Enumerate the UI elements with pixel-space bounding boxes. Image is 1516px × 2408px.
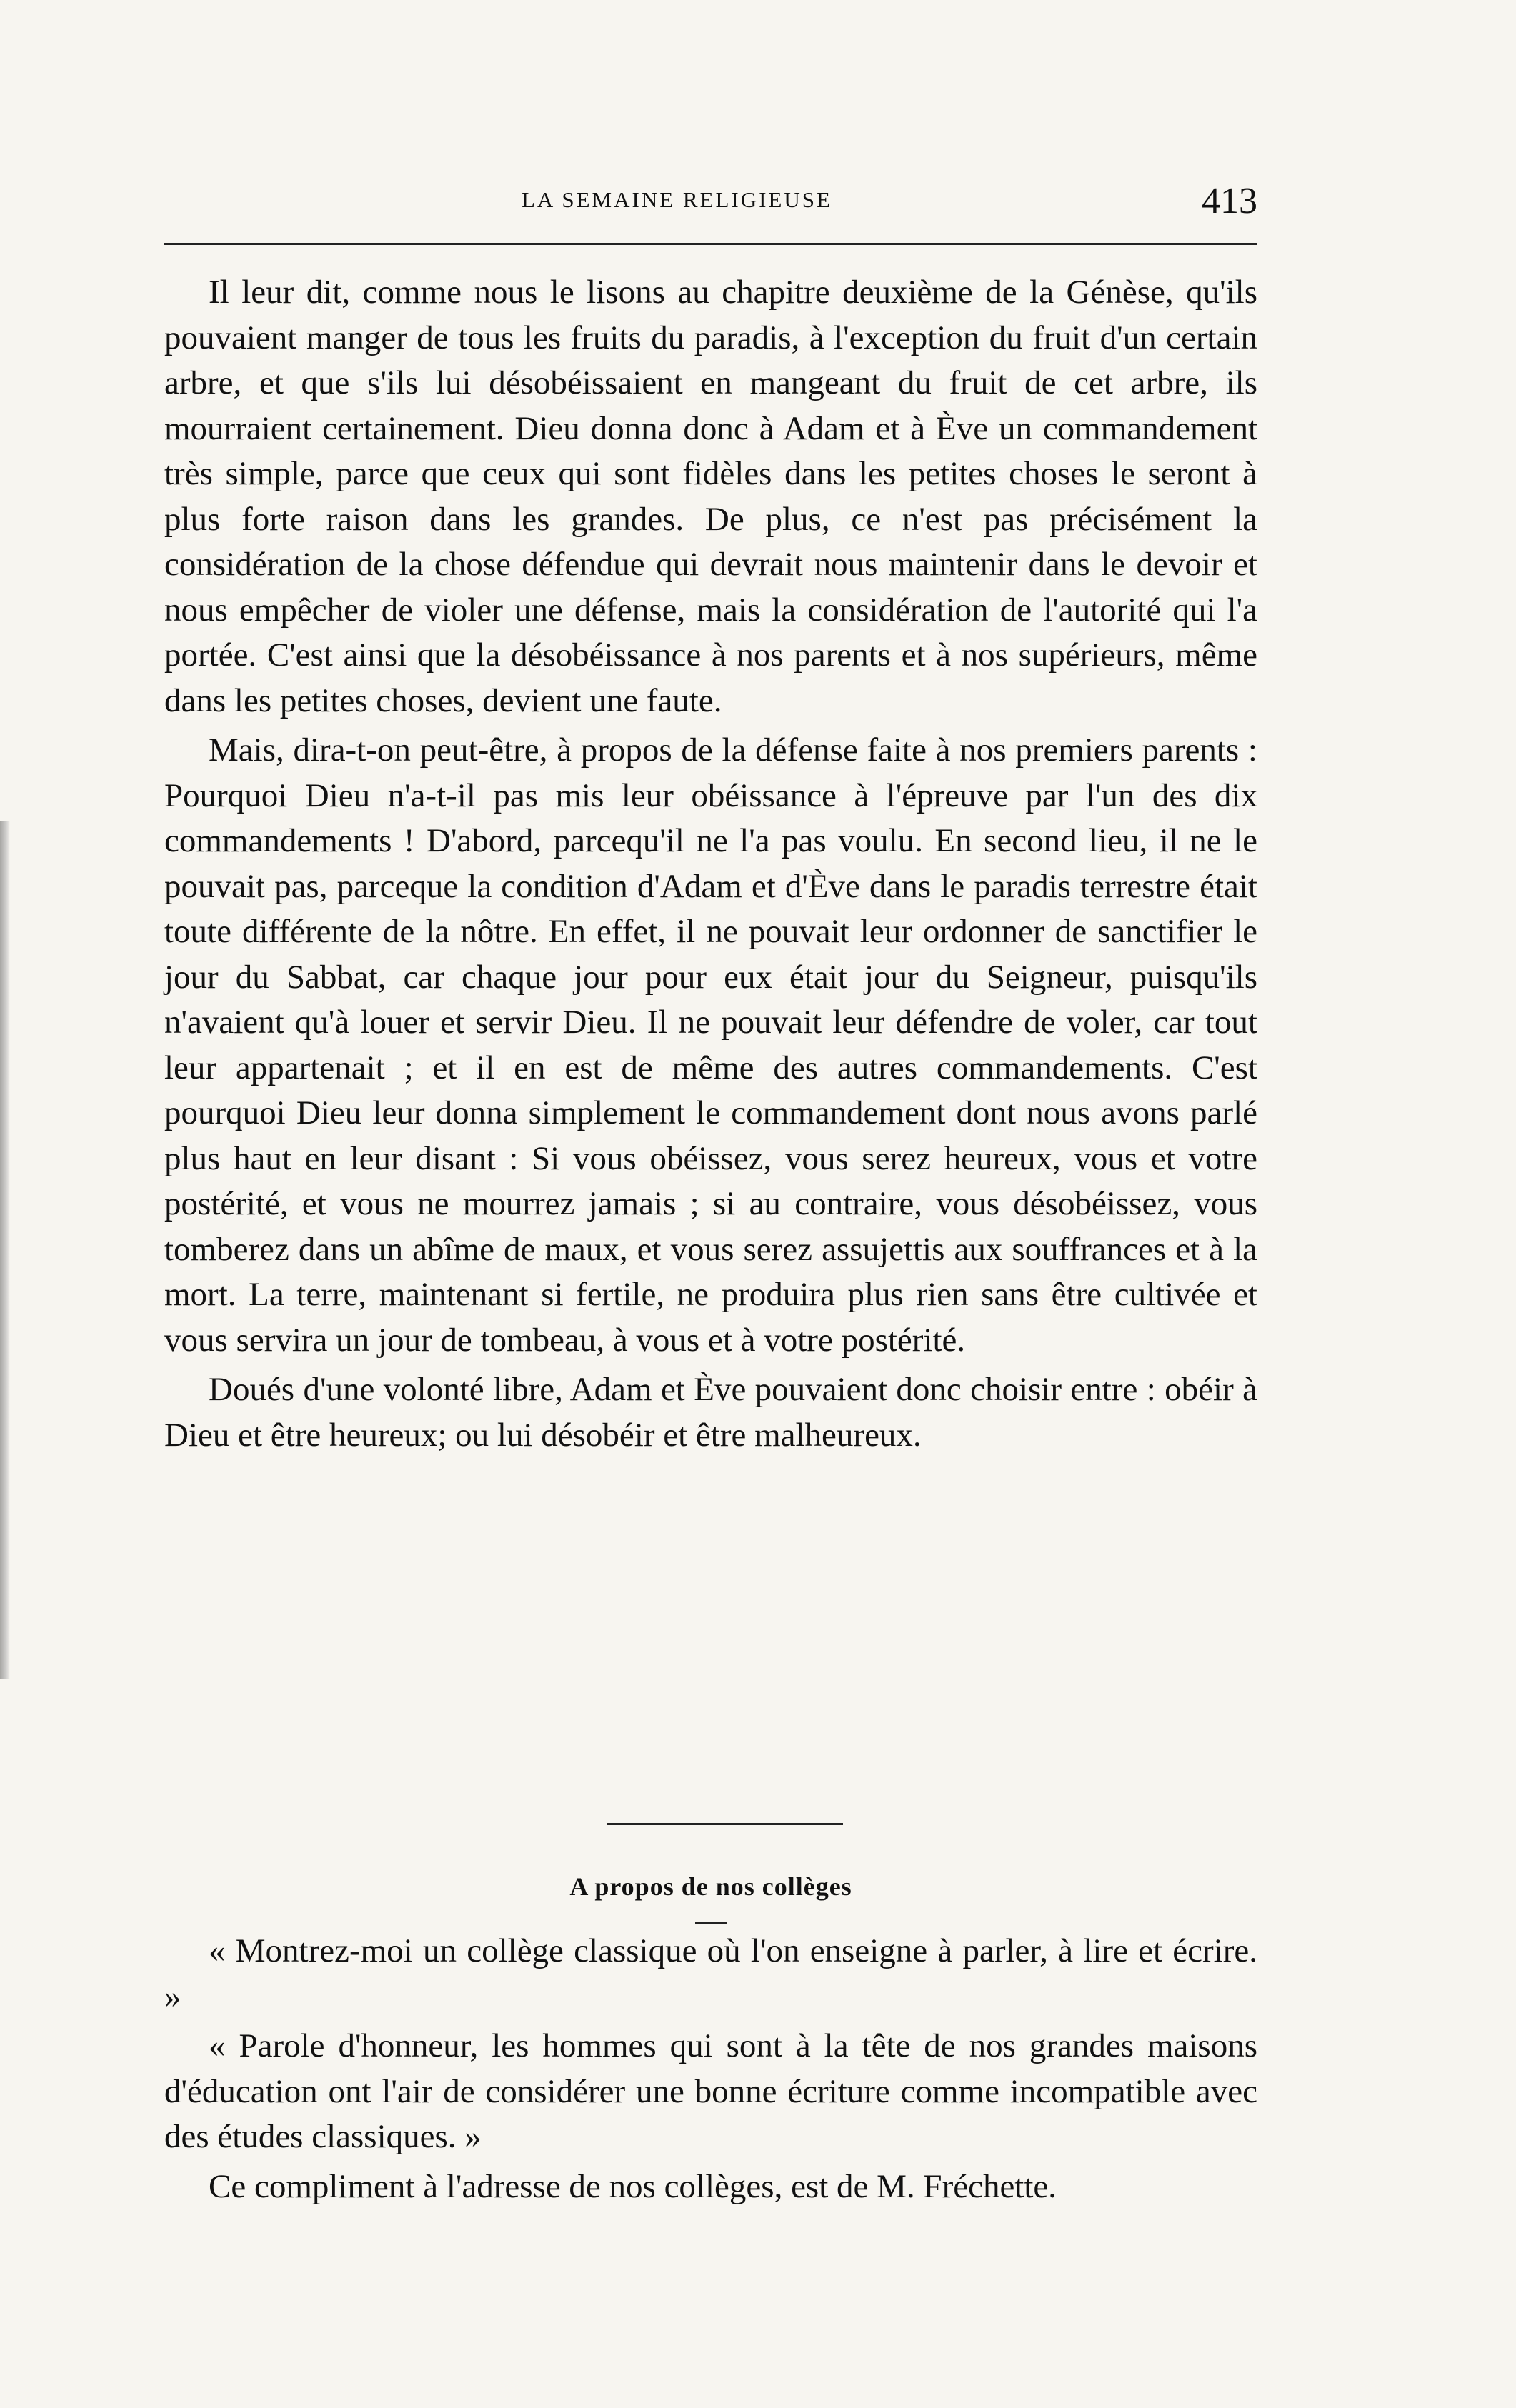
quote-paragraph: « Montrez-moi un collège classique où l'on enseigne à parler, à lire et écrire. » — [164, 1932, 1257, 2015]
heading-dash — [695, 1922, 727, 1924]
paragraph: Mais, dira-t-on peut-être, à propos de la défense faite à nos premiers parents : Pourquoi Dieu n'a-t-il pas mis leur obéissance à l'épreuve par l'un des dix commandements ! D'abord, parcequ'il ne l'a pas voulu. En second lieu, il ne le pouvait pas, parceque la condition d'Adam et d'Ève dans le paradis terrestre était toute différente de la nôtre. En effet, il ne pouvait leur ordonner de sanctifier le jour du Sabbat, car chaque jour pour eux était jour du Seigneur, puisqu'ils n'avaient qu'à louer et servir Dieu. Il ne pouvait leur défendre de voler, car tout leur appartenait ; et il en est de même des autres commandements. C'est pourquoi Dieu leur donna simplement le commandement dont nous avons parlé plus haut en leur disant : Si vous obéissez, vous serez heureux, vous et votre postérité, et vous ne mourrez jamais ; si au contraire, vous désobéissez, vous tomberez dans un abîme de maux, et vous serez assujettis aux souffrances et à la mort. La terre, maintenant si fertile, ne produira plus rien sans être cultivée et vous servira un jour de tombeau, à vous et à votre postérité. — [164, 731, 1257, 1359]
book-page — [164, 0, 1257, 2408]
quote-paragraph: « Parole d'honneur, les hommes qui sont à la tête de nos grandes maisons d'éducation ont l'air de considérer une bonne écriture comme incompatible avec des études classiques. » — [164, 2027, 1257, 2155]
paragraph: Il leur dit, comme nous le lisons au chapitre deuxième de la Génèse, qu'ils pouvaient manger de tous les fruits du paradis, à l'exception du fruit d'un certain arbre, et que s'ils lui désobéissaient en mangeant du fruit de cet arbre, ils mourraient certainement. Dieu donna donc à Adam et à Ève un commandement très simple, parce que ceux qui sont fidèles dans les petites choses le seront à plus forte raison dans les grandes. De plus, ce n'est pas précisément la considération de la chose défendue qui devrait nous maintenir dans le devoir et nous empêcher de violer une défense, mais la considération de l'autorité qui l'a portée. C'est ainsi que la désobéissance à nos parents et à nos supérieurs, même dans les petites choses, devient une faute. — [164, 274, 1257, 719]
section-heading: A propos de nos collèges — [569, 1872, 852, 1901]
running-title: LA SEMAINE RELIGIEUSE — [522, 187, 832, 212]
section-divider — [607, 1823, 843, 1825]
quote-paragraph: Ce compliment à l'adresse de nos collèges, est de M. Fréchette. — [209, 2167, 1057, 2205]
scan-margin-shadow — [0, 821, 10, 1679]
paragraph: Doués d'une volonté libre, Adam et Ève pouvaient donc choisir entre : obéir à Dieu et être heureux; ou lui désobéir et être malheureux. — [164, 1371, 1257, 1454]
header-rule — [164, 243, 1257, 245]
main-text — [164, 270, 1257, 1462]
page-header — [164, 181, 1257, 230]
section-text — [164, 1929, 1257, 2214]
page-number: 413 — [1202, 181, 1257, 221]
